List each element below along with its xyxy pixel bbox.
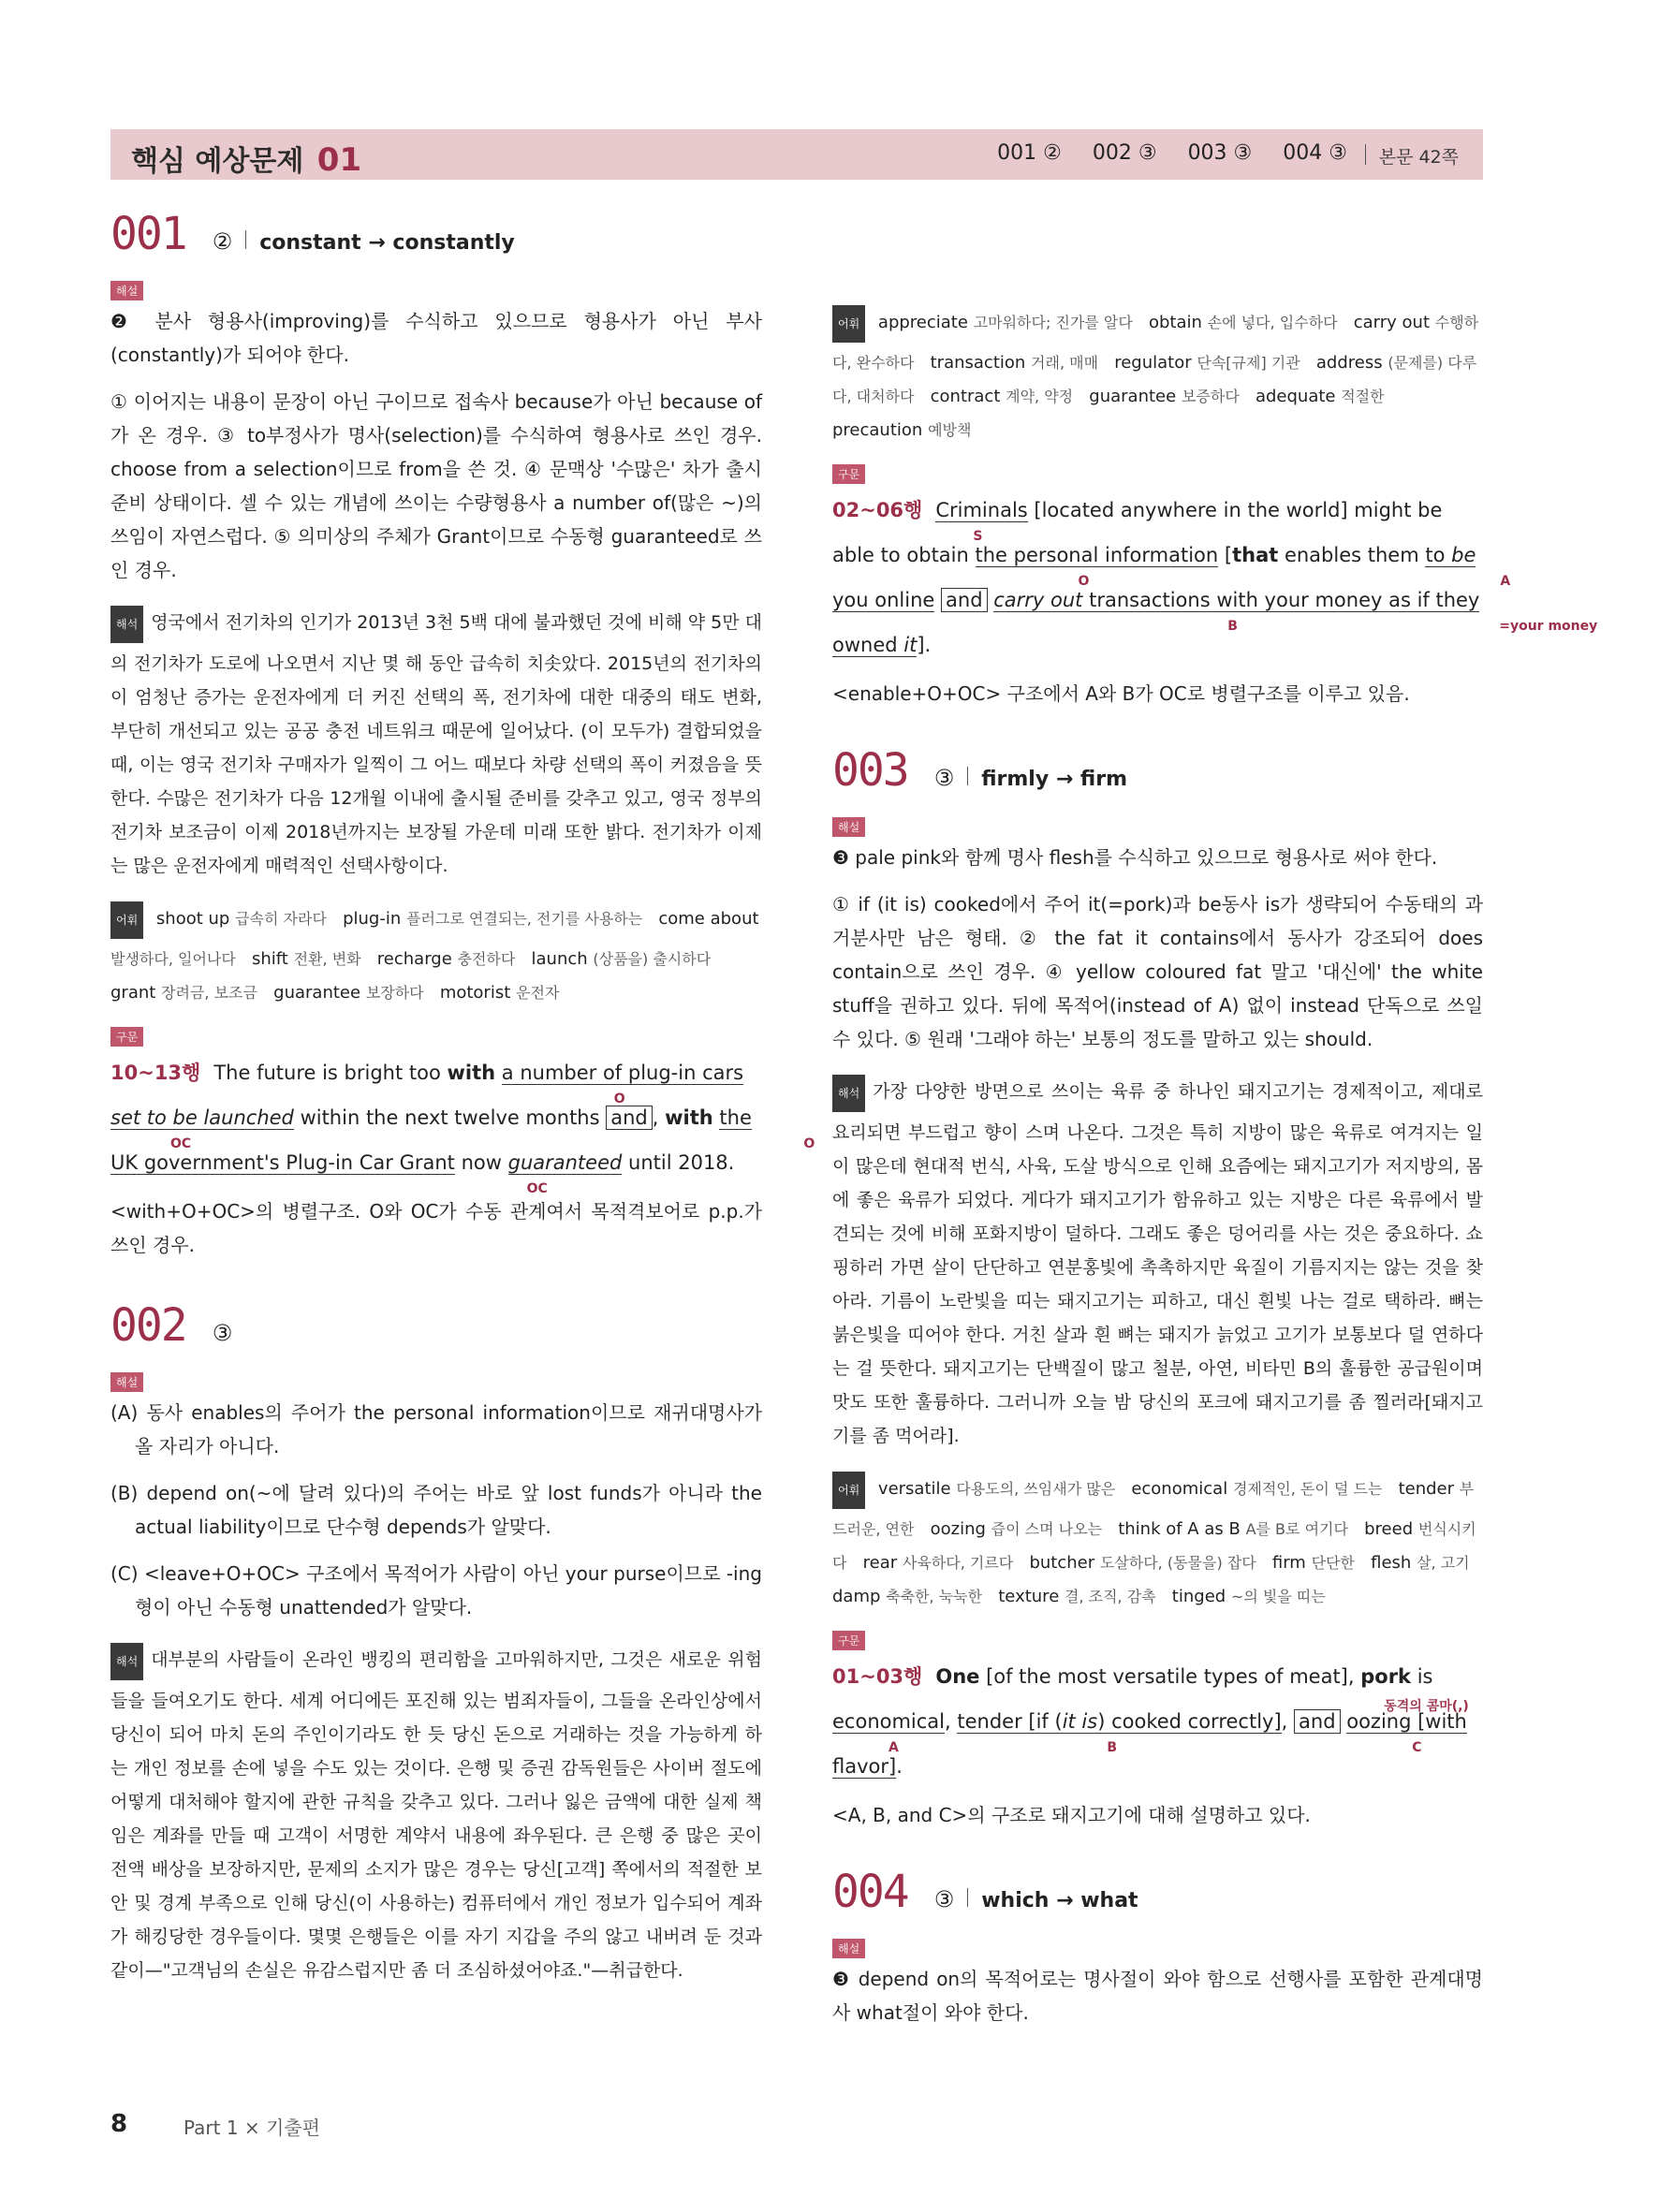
vocab-meaning: 단속[규제] 기관 [1197,354,1300,372]
structure-sentence: 02~06행 Criminals S [located anywhere in the world] might be able to obtain the personal information O [that enables them to be you online A and carry out transactions with your money as if they owned it B =your money ]. [832,499,1598,656]
page-number: 8 [110,2110,128,2138]
right-column [832,300,1598,2043]
structure-tag: 구문 [832,464,865,484]
explanation-text: ❸ pale pink와 함께 명사 flesh를 수식하고 있으므로 형용사로 써야 한다. [832,846,1438,869]
vocab-term: breed [1364,1519,1414,1539]
page-title-text: 핵심 예상문제 [131,145,304,178]
vocab-meaning: 수행하다, 완수하다 [832,314,1479,372]
vocab-term: rear [862,1553,898,1573]
answer-key-item: 001 ② [997,141,1062,165]
divider [967,767,968,785]
vocab-term: obtain [1148,313,1202,332]
correction: constant → constantly [259,231,515,255]
explanation-text: ❷ 분사 형용사(improving)를 수식하고 있으므로 형용사가 아닌 부사(constantly)가 되어야 한다. [110,310,762,366]
explain-tag: 해설 [110,1372,143,1392]
structure-sentence: 01~03행 One [of the most versatile types of meat], pork is economical A , tender [if (it is) cooked correctly] B , and oozing [with flavor] 동격의 콤마(,) C . [832,1665,1469,1778]
answer-mark: ③ [933,1886,955,1912]
vocab-meaning: 축축한, 눅눅한 [886,1588,983,1605]
vocab-tag: 어휘 [110,901,143,939]
vocab-term: economical [1131,1479,1228,1499]
vocab-term: guarantee [273,983,361,1003]
explain-tag: 해설 [110,281,143,300]
vocab-meaning: A를 B로 여기다 [1245,1520,1348,1538]
vocab-term: damp [832,1587,881,1606]
vocab-meaning: 보증하다 [1181,388,1240,405]
correction: firmly → firm [981,768,1128,791]
vocab-block [832,300,1483,447]
answer-key [973,141,1347,165]
vocab-meaning: 급속히 자라다 [235,910,327,928]
explain-tag: 해설 [832,817,865,837]
grammar-mark: A [1500,574,1511,589]
translation-text: 가장 다양한 방면으로 쓰이는 육류 중 하나인 돼지고기는 경제적이고, 제대로 요리되면 부드럽고 향이 스며 나온다. 그것은 특히 지방이 많은 육류로 여겨지는 일이 많은데 현대적 번식, 사육, 도살 방식으로 인해 요즘에는 돼지고기가 저지방의, 몸에 좋은 육류가 되었다. 게다가 돼지고기가 함유하고 있는 지방은 다른 육류에서 발견되는 것에 비해 포화지방이 덜하다. 그래도 좋은 덩어리를 사는 것은 중요하다. 쇼핑하러 가면 살이 단단하고 연분홍빛에 촉촉하지만 육질이 기름지지는 않는 것을 찾아라. 기름이 노란빛을 띠는 돼지고기는 피하고, 대신 흰빛 나는 걸로 택하라. 뼈는 붉은빛을 띠어야 한다. 거친 살과 흰 뼈는 돼지가 늙었고 고기가 보통보다 덜 연하다는 걸 뜻한다. 돼지고기는 단백질이 많고 철분, 아연, 비타민 B의 훌륭한 공급원이며 맛도 또한 훌륭하다. 그러니까 오늘 밤 당신의 포크에 돼지고기를 좀 찔러라[돼지고기를 좀 먹어라]. [832,1081,1483,1446]
vocab-meaning: 적절한 [1341,388,1385,405]
vocab-term: plug-in [343,909,402,929]
grammar-mark: A [888,1740,899,1755]
question-number: 003 [832,744,908,797]
vocab-term: grant [110,983,156,1003]
vocab-term: versatile [877,1479,951,1499]
page-title-number: 01 [316,141,362,179]
vocab-term: tender [1398,1479,1455,1499]
line-range: 02~06행 [832,499,923,521]
vocab-term: oozing [930,1519,986,1539]
vocab-block [832,1466,1483,1614]
vocab-term: regulator [1114,353,1192,373]
vocab-meaning: (문제를) 다루다, 대처하다 [832,354,1477,405]
vocab-meaning: 플러그로 연결되는, 전기를 사용하는 [406,910,643,928]
answer-mark: ③ [212,1320,233,1346]
grammar-mark: O [803,1136,815,1151]
vocab-term: launch [531,949,588,969]
explanation-text: (C) <leave+O+OC> 구조에서 목적어가 사람이 아닌 your purse이므로 -ing형이 아닌 수동형 unattended가 알맞다. [110,1562,762,1619]
line-range: 01~03행 [832,1665,923,1688]
grammar-mark: B [1107,1740,1118,1755]
vocab-term: carry out [1353,313,1430,332]
answer-key-item: 004 ③ [1283,141,1347,165]
vocab-term: tinged [1171,1587,1226,1606]
structure-tag: 구문 [832,1631,865,1650]
question-number: 004 [832,1866,908,1918]
vocab-term: appreciate [877,313,968,332]
vocab-meaning: 살, 고기 [1417,1554,1470,1572]
vocab-term: contract [930,387,1001,406]
vocab-term: think of A as B [1118,1519,1241,1539]
vocab-term: recharge [376,949,452,969]
divider [967,1888,968,1907]
vocab-term: come about [658,909,759,929]
translation-tag: 해석 [832,1075,865,1112]
vocab-meaning: (상품을) 출시하다 [593,950,712,968]
grammar-mark: =your money [1499,619,1598,634]
vocab-meaning: 발생하다, 일어나다 [110,950,236,968]
vocab-block [110,896,762,1010]
vocab-meaning: 충전하다 [457,950,516,968]
explanation-text: ① if (it is) cooked에서 주어 it(=pork)과 be동사 is가 생략되어 수동태의 과거분사만 남은 형태. ② the fat it contains에서 동사가 강조되어 does contain으로 쓰인 경우. ④ yellow coloured fat 말고 '대신에' the white stuff을 권하고 있다. 뒤에 목적어(instead of A) 없이 instead 단독으로 쓰일 수 있다. ⑤ 원래 '그래야 하는' 보통의 정도를 말하고 있는 should. [832,893,1483,1050]
explain-tag: 해설 [832,1939,865,1958]
structure-sentence: 10~13행 The future is bright too with a number of plug-in cars O set to be launched OC within the next twelve months and , with the UK government's Plug-in Car Grant O now guaranteed OC until 2018. [110,1050,762,1185]
correction: which → what [981,1889,1138,1912]
vocab-meaning: 부드러운, 연한 [832,1480,1475,1538]
vocab-term: flesh [1371,1553,1412,1573]
question-001-header [110,208,762,275]
grammar-mark: OC [526,1181,548,1196]
answer-key-item: 003 ③ [1187,141,1253,165]
structure-note: <A, B, and C>의 구조로 돼지고기에 대해 설명하고 있다. [832,1804,1311,1826]
header-divider [1365,144,1366,165]
vocab-term: address [1315,353,1383,373]
grammar-mark: 동격의 콤마(,) [1384,1699,1469,1714]
question-004-header [832,1866,1483,1933]
vocab-meaning: 보장하다 [365,984,424,1002]
grammar-mark: C [1412,1740,1422,1755]
translation-tag: 해석 [110,606,143,643]
line-range: 10~13행 [110,1062,201,1084]
footer-section-label: Part 1 × 기출편 [184,2117,320,2139]
vocab-term: shift [252,949,288,969]
vocab-meaning: 즙이 스며 나오는 [991,1520,1103,1538]
translation-block [110,600,762,883]
grammar-mark: S [973,529,983,544]
translation-tag: 해석 [110,1643,143,1680]
vocab-term: guarantee [1089,387,1177,406]
vocab-term: shoot up [155,909,230,929]
grammar-mark: B [1227,619,1238,634]
grammar-mark: O [613,1091,625,1106]
vocab-meaning: 번식시키다 [832,1520,1476,1572]
translation-block [832,1069,1483,1453]
vocab-meaning: 전환, 변화 [293,950,361,968]
vocab-meaning: 단단한 [1311,1554,1355,1572]
vocab-tag: 어휘 [832,1472,865,1509]
vocab-meaning: ~의 빛을 띠는 [1230,1588,1326,1605]
vocab-term: firm [1271,1553,1306,1573]
vocab-tag: 어휘 [832,305,865,343]
vocab-term: precaution [832,420,923,440]
translation-text: 대부분의 사람들이 온라인 뱅킹의 편리함을 고마워하지만, 그것은 새로운 위험들을 들여오기도 한다. 세계 어디에든 포진해 있는 범죄자들이, 그들을 온라인상에서 당신이 되어 마치 돈의 주인이기라도 한 듯 당신 돈으로 거래하는 것을 가능하게 하는 개인 정보를 손에 넣을 수도 있는 것이다. 은행 및 증권 감독원들은 사이버 절도에 어떻게 대처해야 할지에 관한 규칙을 갖추고 있다. 그러나 잃은 금액에 대한 실제 책임은 계좌를 만들 때 고객이 서명한 계약서 내용에 좌우된다. 큰 은행 중 많은 곳이 전액 배상을 보장하지만, 문제의 소지가 많은 경우는 당신[고객] 쪽에서의 적절한 보안 및 경계 부족으로 인해 당신(이 사용하는) 컴퓨터에서 개인 정보가 입수되어 계좌가 해킹당한 경우들이다. 몇몇 은행들은 이를 자기 지갑을 주의 않고 내버려 둔 것과 같이—"고객님의 손실은 유감스럽지만 좀 더 조심하셨어야죠."—취급한다. [110,1649,762,1981]
explanation-text: ① 이어지는 내용이 문장이 아닌 구이므로 접속사 because가 아닌 because of가 온 경우. ③ to부정사가 명사(selection)를 수식하여 형용사로 쓰인 경우. choose from a selection이므로 from을 쓴 것. ④ 문맥상 '수많은' 차가 출시 준비 상태이다. 셀 수 있는 개념에 쓰이는 수량형용사 a number of(많은 ~)의 쓰임이 자연스럽다. ⑤ 의미상의 주체가 Grant이므로 수동형 guaranteed로 쓰인 경우. [110,390,762,581]
page-reference: 본문 42쪽 [1378,147,1459,168]
explanation-text: ❸ depend on의 목적어로는 명사절이 와야 함으로 선행사를 포함한 관계대명사 what절이 와야 한다. [832,1968,1483,2024]
question-002-header [110,1299,762,1367]
vocab-meaning: 사육하다, 기르다 [902,1554,1014,1572]
grammar-mark: O [1078,574,1090,589]
header-bar [110,129,1483,180]
structure-note: <enable+O+OC> 구조에서 A와 B가 OC로 병렬구조를 이루고 있음. [832,682,1410,705]
left-column [110,208,815,2000]
vocab-meaning: 계약, 약정 [1006,388,1074,405]
vocab-meaning: 도살하다, (동물을) 잡다 [1099,1554,1256,1572]
vocab-meaning: 경제적인, 돈이 덜 드는 [1232,1480,1383,1498]
question-003-header [832,744,1483,812]
explanation-text: (B) depend on(~에 달려 있다)의 주어는 바로 앞 lost funds가 아니라 the actual liability이므로 단수형 depends가 알맞다. [110,1482,762,1538]
structure-note: <with+O+OC>의 병렬구조. O와 OC가 수동 관계여서 목적격보어로 p.p.가 쓰인 경우. [110,1200,762,1256]
vocab-meaning: 손에 넣다, 입수하다 [1207,314,1338,331]
answer-mark: ② [212,228,233,255]
translation-text: 영국에서 전기차의 인기가 2013년 3천 5백 대에 불과했던 것에 비해 약 5만 대의 전기차가 도로에 나오면서 지난 몇 해 동안 급속히 치솟았다. 2015년의 전기차의 이 엄청난 증가는 운전자에게 더 커진 선택의 폭, 전기차에 대한 대중의 태도 변화, 부단히 개선되고 있는 공공 충전 네트워크 때문에 일어났다. (이 모두가) 결합되었을 때, 이는 영국 전기차 구매자가 일찍이 그 어느 때보다 차량 선택의 폭이 커졌음을 뜻한다. 수많은 전기차가 다음 12개월 이내에 출시될 준비를 갖추고 있고, 영국 정부의 전기차 보조금이 이제 2018년까지는 보장될 가운데 미래 또한 밝다. 전기차가 이제는 많은 운전자에게 매력적인 선택사항이다. [110,612,762,876]
page-title [131,138,361,179]
vocab-meaning: 고마워하다; 진가를 알다 [973,314,1133,331]
vocab-meaning: 다용도의, 쓰임새가 많은 [956,1480,1116,1498]
structure-tag: 구문 [110,1027,143,1047]
grammar-mark: OC [170,1136,192,1151]
vocab-meaning: 거래, 매매 [1031,354,1099,372]
translation-block [110,1637,762,1987]
vocab-meaning: 결, 조직, 감촉 [1065,1588,1156,1605]
answer-key-item: 002 ③ [1092,141,1157,165]
explanation-text: (A) 동사 enables의 주어가 the personal information이므로 재귀대명사가 올 자리가 아니다. [110,1401,762,1458]
vocab-term: adequate [1255,387,1336,406]
vocab-term: transaction [930,353,1026,373]
vocab-term: butcher [1029,1553,1095,1573]
vocab-term: texture [998,1587,1060,1606]
divider [245,230,246,249]
vocab-meaning: 장려금, 보조금 [161,984,257,1002]
question-number: 001 [110,208,186,260]
vocab-meaning: 예방책 [928,421,972,439]
question-number: 002 [110,1299,186,1352]
answer-mark: ③ [933,765,955,791]
vocab-term: motorist [439,983,511,1003]
vocab-meaning: 운전자 [516,984,560,1002]
